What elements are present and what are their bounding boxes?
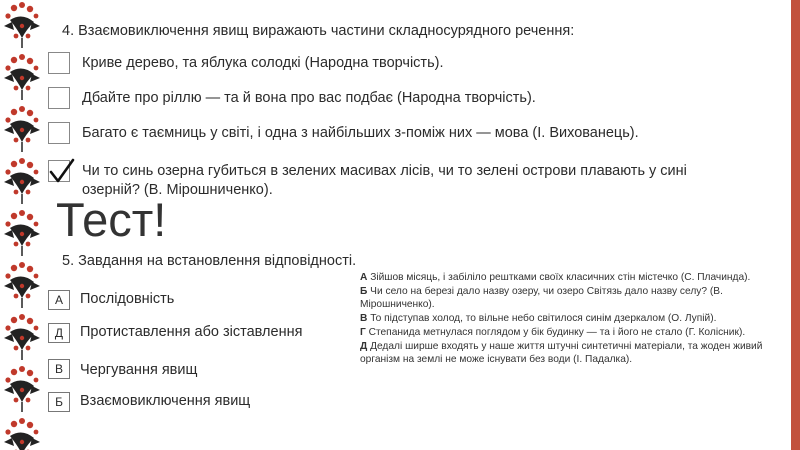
match-item-exclusion: Взаємовиключення явищ xyxy=(80,393,251,409)
answer-box-b[interactable]: Б xyxy=(48,392,70,412)
test-title: Тест! xyxy=(56,193,167,246)
answer-box-a[interactable]: А xyxy=(48,290,70,310)
accent-bar xyxy=(791,0,800,450)
match-item-alternation: Чергування явищ xyxy=(80,362,198,378)
match-option-letter: Г xyxy=(360,326,366,338)
match-option-letter: А xyxy=(360,272,368,283)
answer-box-v[interactable]: В xyxy=(48,359,70,379)
option-4-text: Чи то синь озерна губиться в зелених масивах лісів, чи то зелені острови плавають у сині озерній? (В. Мірошниченко). xyxy=(82,163,687,198)
match-option-text: Дедалі ширше входять у наше життя штучні синтетичні матеріали, та жоден живий організм на землі не може існувати без води (І. Падалка). xyxy=(360,340,763,366)
question-5-title: 5. Завдання на встановлення відповідності. xyxy=(62,253,357,269)
match-option-letter: В xyxy=(360,313,368,325)
option-2-text: Дбайте про ріллю — та й вона про вас подбає (Народна творчість). xyxy=(82,90,536,106)
question-4-title: 4. Взаємовиключення явищ виражають частини складносурядного речення: xyxy=(62,23,575,39)
answer-box-d[interactable]: Д xyxy=(48,323,70,343)
match-option-text: То підступав холод, то вільне небо світилося синім дзеркалом (О. Лупій). xyxy=(367,313,717,325)
option-1-text: Криве дерево, та яблука солодкі (Народна творчість). xyxy=(82,55,444,71)
option-3-text: Багато є таємниць у світі, і одна з найбільших з-поміж них — мова (І. Вихованець). xyxy=(82,125,639,141)
match-item-sequence: Послідовність xyxy=(80,291,175,307)
match-option-letter: Б xyxy=(360,285,368,297)
match-option-b xyxy=(360,285,772,312)
match-option-d xyxy=(360,340,772,367)
match-item-contrast: Протиставлення або зіставлення xyxy=(80,324,303,340)
option-1-checkbox[interactable] xyxy=(48,52,70,74)
match-option-a xyxy=(360,271,772,285)
option-2-checkbox[interactable] xyxy=(48,87,70,109)
match-option-text: Степанида метнулася поглядом у бік будинку — та і його не стало (Г. Колісник). xyxy=(365,326,746,338)
match-option-v xyxy=(360,312,772,326)
embroidery-ornament xyxy=(0,0,48,450)
option-3-checkbox[interactable] xyxy=(48,122,70,144)
match-option-g xyxy=(360,326,772,340)
match-option-text: Чи село на березі дало назву озеру, чи озеро Світязь дало назву селу? (В. Мірошниченко). xyxy=(360,285,723,311)
match-option-text: Зійшов місяць, і забіліло рештками своїх класичних стін містечко (С. Плачинда). xyxy=(367,272,751,283)
checkmark-icon xyxy=(48,158,76,186)
match-option-letter: Д xyxy=(360,340,368,352)
match-options-list xyxy=(360,271,772,367)
